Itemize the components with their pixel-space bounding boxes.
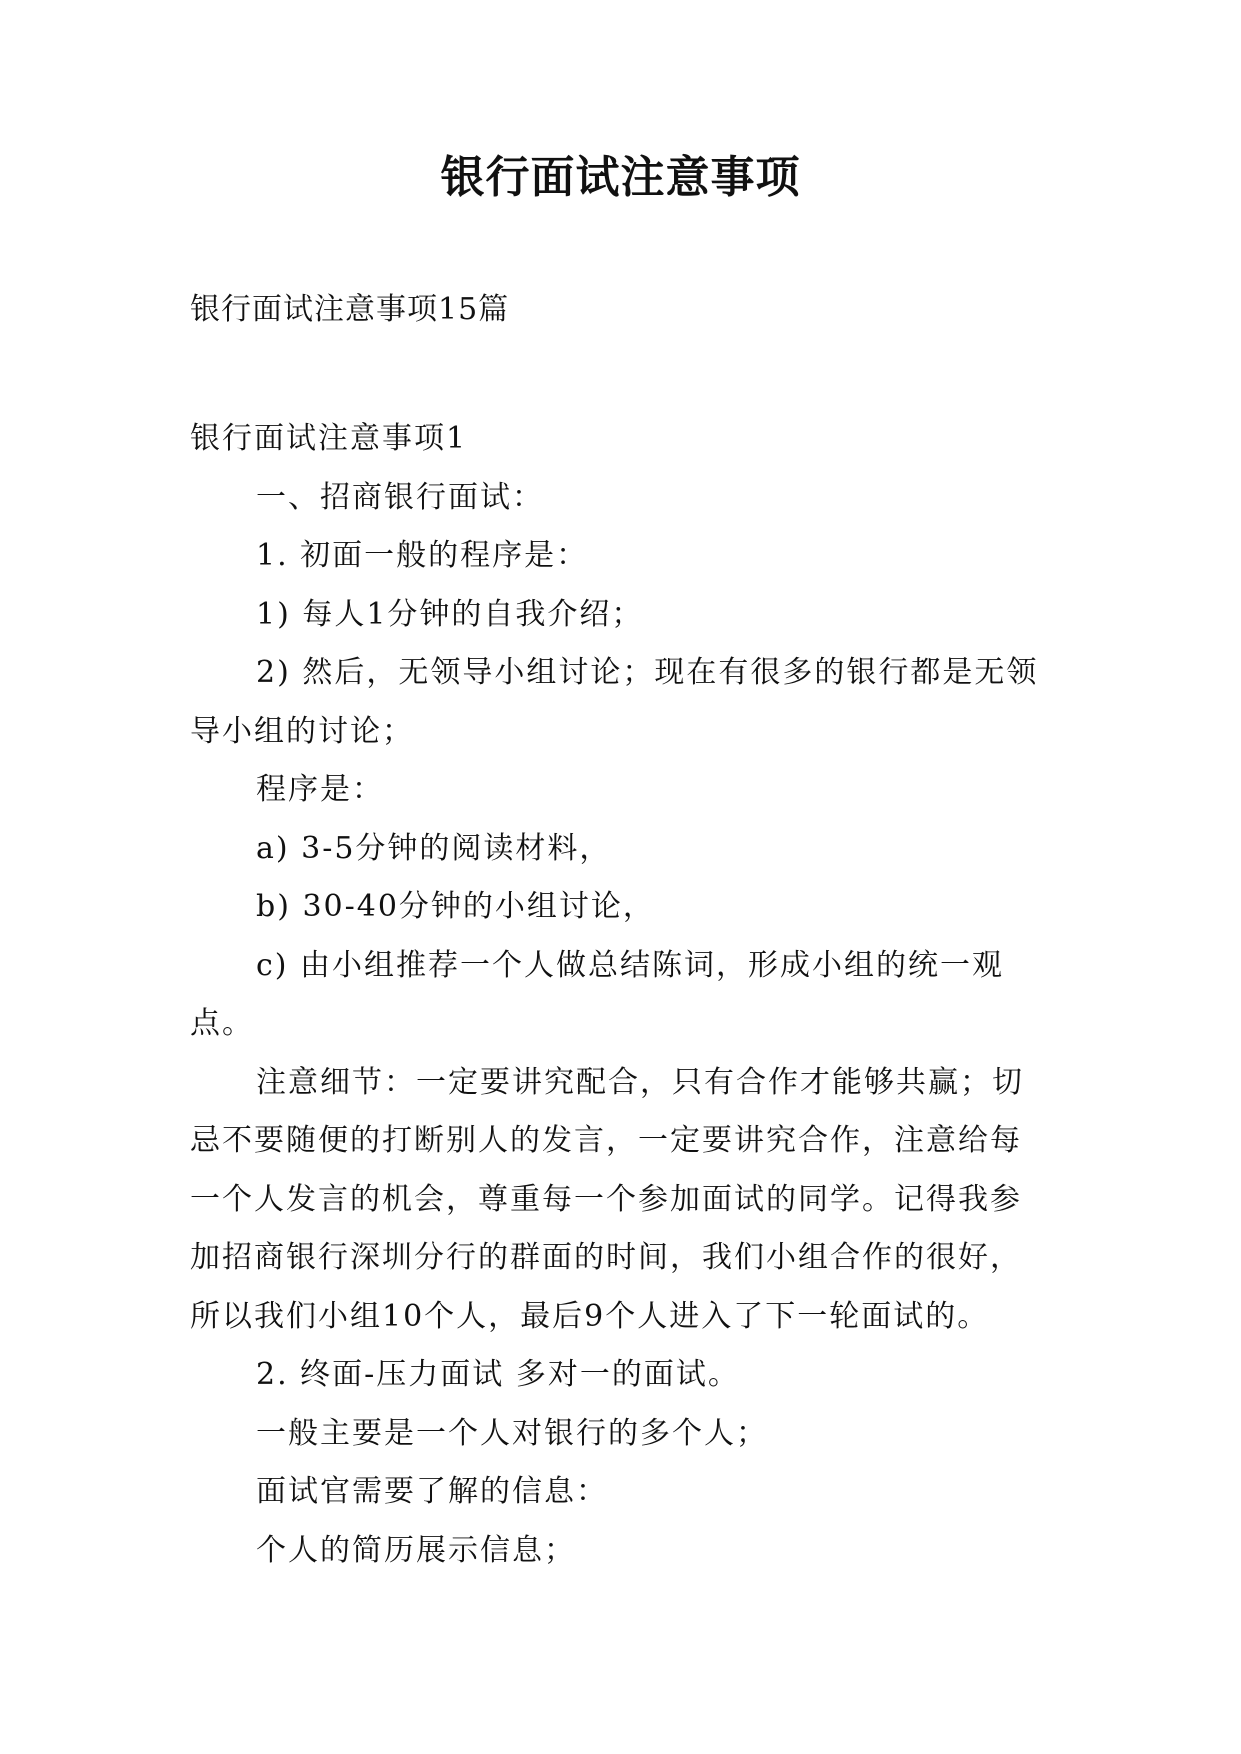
paragraph: 一、招商银行面试： bbox=[256, 479, 544, 515]
paragraph: 2) 然后，无领导小组讨论；现在有很多的银行都是无领导小组的讨论； bbox=[190, 655, 1039, 749]
document-title: 银行面试注意事项 bbox=[440, 152, 801, 203]
paragraph: 一般主要是一个人对银行的多个人； bbox=[256, 1415, 768, 1451]
paragraph: 1. 初面一般的程序是： bbox=[256, 538, 589, 573]
paragraph: 2. 终面-压力面试 多对一的面试。 bbox=[256, 1357, 740, 1392]
paragraph: 注意细节：一定要讲究配合，只有合作才能够共赢；切忌不要随便的打断别人的发言，一定要讲究合作，注意给每一个人发言的机会，尊重每一个参加面试的同学。记得我参加招商银行深圳分行的群面的时间，我们小组合作的很好，所以我们小组10个人，最后9个人进入了下一轮面试的。 bbox=[190, 1064, 1024, 1334]
paragraph: c) 由小组推荐一个人做总结陈词，形成小组的统一观点。 bbox=[190, 947, 1005, 1041]
paragraph: 1) 每人1分钟的自我介绍； bbox=[256, 596, 644, 632]
section-heading: 银行面试注意事项1 bbox=[190, 421, 468, 456]
document-body bbox=[190, 410, 1050, 1580]
document-subtitle: 银行面试注意事项15篇 bbox=[190, 292, 510, 327]
paragraph: 程序是： bbox=[256, 772, 384, 807]
paragraph: 面试官需要了解的信息： bbox=[256, 1474, 608, 1509]
paragraph: a) 3-5分钟的阅读材料， bbox=[256, 830, 612, 866]
paragraph: b) 30-40分钟的小组讨论， bbox=[256, 889, 655, 924]
paragraph: 个人的简历展示信息； bbox=[256, 1532, 576, 1568]
